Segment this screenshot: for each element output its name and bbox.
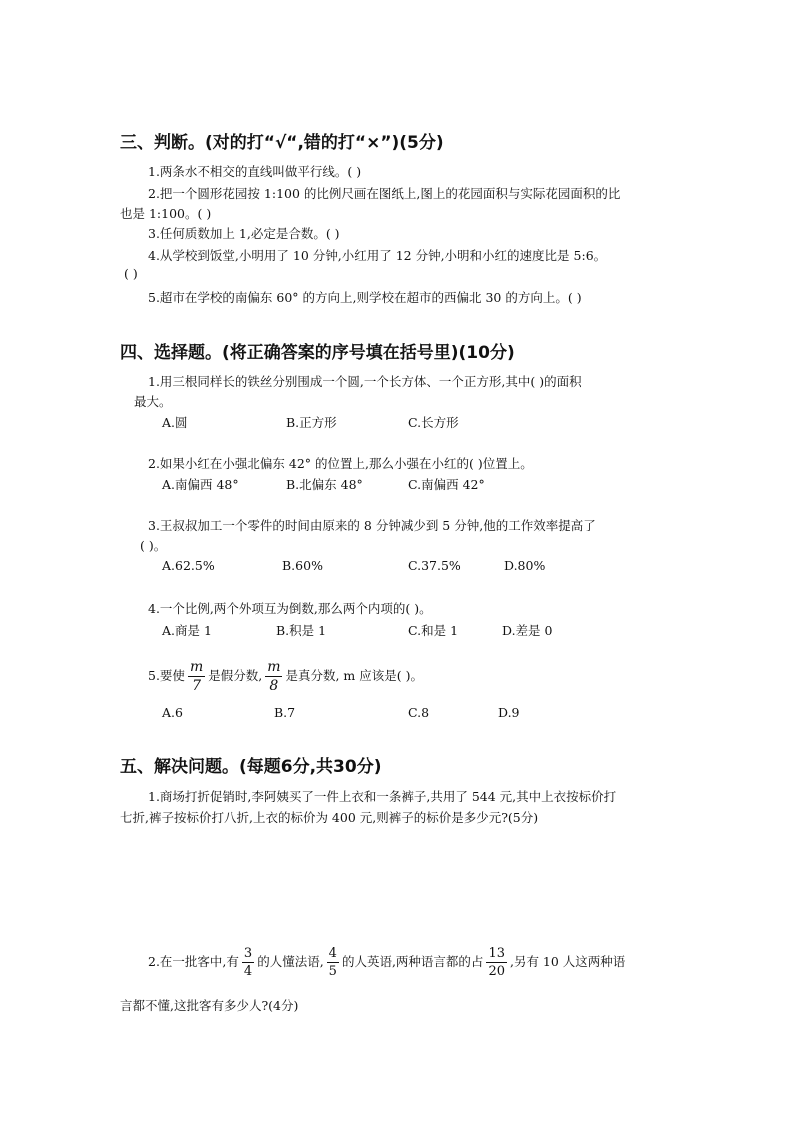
- choice-question-3-cont: ( )。: [140, 538, 167, 553]
- judge-question-2-cont: 也是 1:100。( ): [120, 206, 212, 221]
- judge-question-3: 3.任何质数加上 1,必定是合数。( ): [148, 226, 340, 241]
- problem-2-cont: 言都不懂,这批客有多少人?(4分): [120, 998, 299, 1013]
- fraction-3-over-4: [242, 947, 254, 978]
- choice-option: B.北偏东 48°: [286, 477, 363, 492]
- q5-text-mid: 是假分数,: [208, 668, 263, 683]
- choice-option: C.8: [408, 705, 430, 720]
- choice-question-3: 3.王叔叔加工一个零件的时间由原来的 8 分钟减少到 5 分钟,他的工作效率提高了: [148, 518, 596, 533]
- fraction-denominator: 20: [488, 964, 505, 979]
- problem-1: 1.商场打折促销时,李阿姨买了一件上衣和一条裤子,共用了 544 元,其中上衣按标价打: [148, 789, 617, 804]
- fraction-13-over-20: [486, 947, 507, 978]
- choice-option: B.正方形: [286, 415, 337, 430]
- judge-question-2: 2.把一个圆形花园按 1:100 的比例尺画在图纸上,图上的花园面积与实际花园面积的比: [148, 186, 621, 201]
- choice-option: A.商是 1: [162, 623, 212, 638]
- choice-option: C.长方形: [408, 415, 459, 430]
- choice-question-5: [148, 660, 423, 693]
- choice-option: C.37.5%: [408, 558, 461, 573]
- judge-question-4-cont: ( ): [124, 266, 138, 281]
- p2-text-mid2: 的人英语,两种语言都的占: [341, 954, 484, 969]
- choice-question-1-cont: 最大。: [134, 394, 172, 409]
- choice-option: B.积是 1: [276, 623, 327, 638]
- choice-option: A.6: [162, 705, 183, 720]
- q5-text-pre: 5.要使: [148, 668, 185, 683]
- choice-option: A.南偏西 48°: [162, 477, 239, 492]
- choice-option: C.南偏西 42°: [408, 477, 485, 492]
- choice-option: A.圆: [162, 415, 188, 430]
- fraction-numerator: 4: [328, 946, 337, 961]
- choice-option: D.80%: [504, 558, 546, 573]
- section-4-title: 四、选择题。(将正确答案的序号填在括号里)(10分): [120, 343, 515, 363]
- fraction-denominator: 5: [328, 964, 337, 979]
- p2-text-post: ,另有 10 人这两种语: [509, 954, 626, 969]
- choice-question-4: 4.一个比例,两个外项互为倒数,那么两个内项的( )。: [148, 601, 432, 616]
- fraction-denominator: 8: [269, 678, 279, 694]
- fraction-m-over-7: [188, 660, 205, 693]
- judge-question-4: 4.从学校到饭堂,小明用了 10 分钟,小红用了 12 分钟,小明和小红的速度比是 5:6。: [148, 248, 607, 263]
- q5-text-post: 是真分数, m 应该是( )。: [285, 668, 423, 683]
- judge-question-5: 5.超市在学校的南偏东 60° 的方向上,则学校在超市的西偏北 30 的方向上。( ): [148, 290, 582, 305]
- judge-question-1: 1.两条水不相交的直线叫做平行线。( ): [148, 164, 362, 179]
- fraction-numerator: m: [267, 659, 281, 675]
- p2-text-pre: 2.在一批客中,有: [148, 954, 239, 969]
- p2-text-mid1: 的人懂法语,: [257, 954, 324, 969]
- fraction-4-over-5: [327, 947, 339, 978]
- choice-option: B.7: [274, 705, 296, 720]
- fraction-numerator: 3: [243, 946, 253, 961]
- problem-2: [148, 947, 625, 978]
- fraction-numerator: m: [189, 659, 204, 675]
- choice-option: D.9: [498, 705, 520, 720]
- choice-option: A.62.5%: [162, 558, 215, 573]
- choice-option: D.差是 0: [502, 623, 553, 638]
- choice-question-2: 2.如果小红在小强北偏东 42° 的位置上,那么小强在小红的( )位置上。: [148, 456, 533, 471]
- choice-option: C.和是 1: [408, 623, 459, 638]
- problem-1-cont: 七折,裤子按标价打八折,上衣的标价为 400 元,则裤子的标价是多少元?(5分): [120, 810, 539, 825]
- choice-question-1: 1.用三根同样长的铁丝分别围成一个圆,一个长方体、一个正方形,其中( )的面积: [148, 374, 582, 389]
- fraction-denominator: 4: [243, 964, 253, 979]
- fraction-numerator: 13: [488, 946, 505, 961]
- choice-option: B.60%: [282, 558, 323, 573]
- fraction-m-over-8: [265, 660, 282, 693]
- section-5-title: 五、解决问题。(每题6分,共30分): [120, 757, 382, 777]
- section-3-title: 三、判断。(对的打“√“,错的打“×”)(5分): [120, 133, 444, 153]
- fraction-denominator: 7: [192, 678, 202, 694]
